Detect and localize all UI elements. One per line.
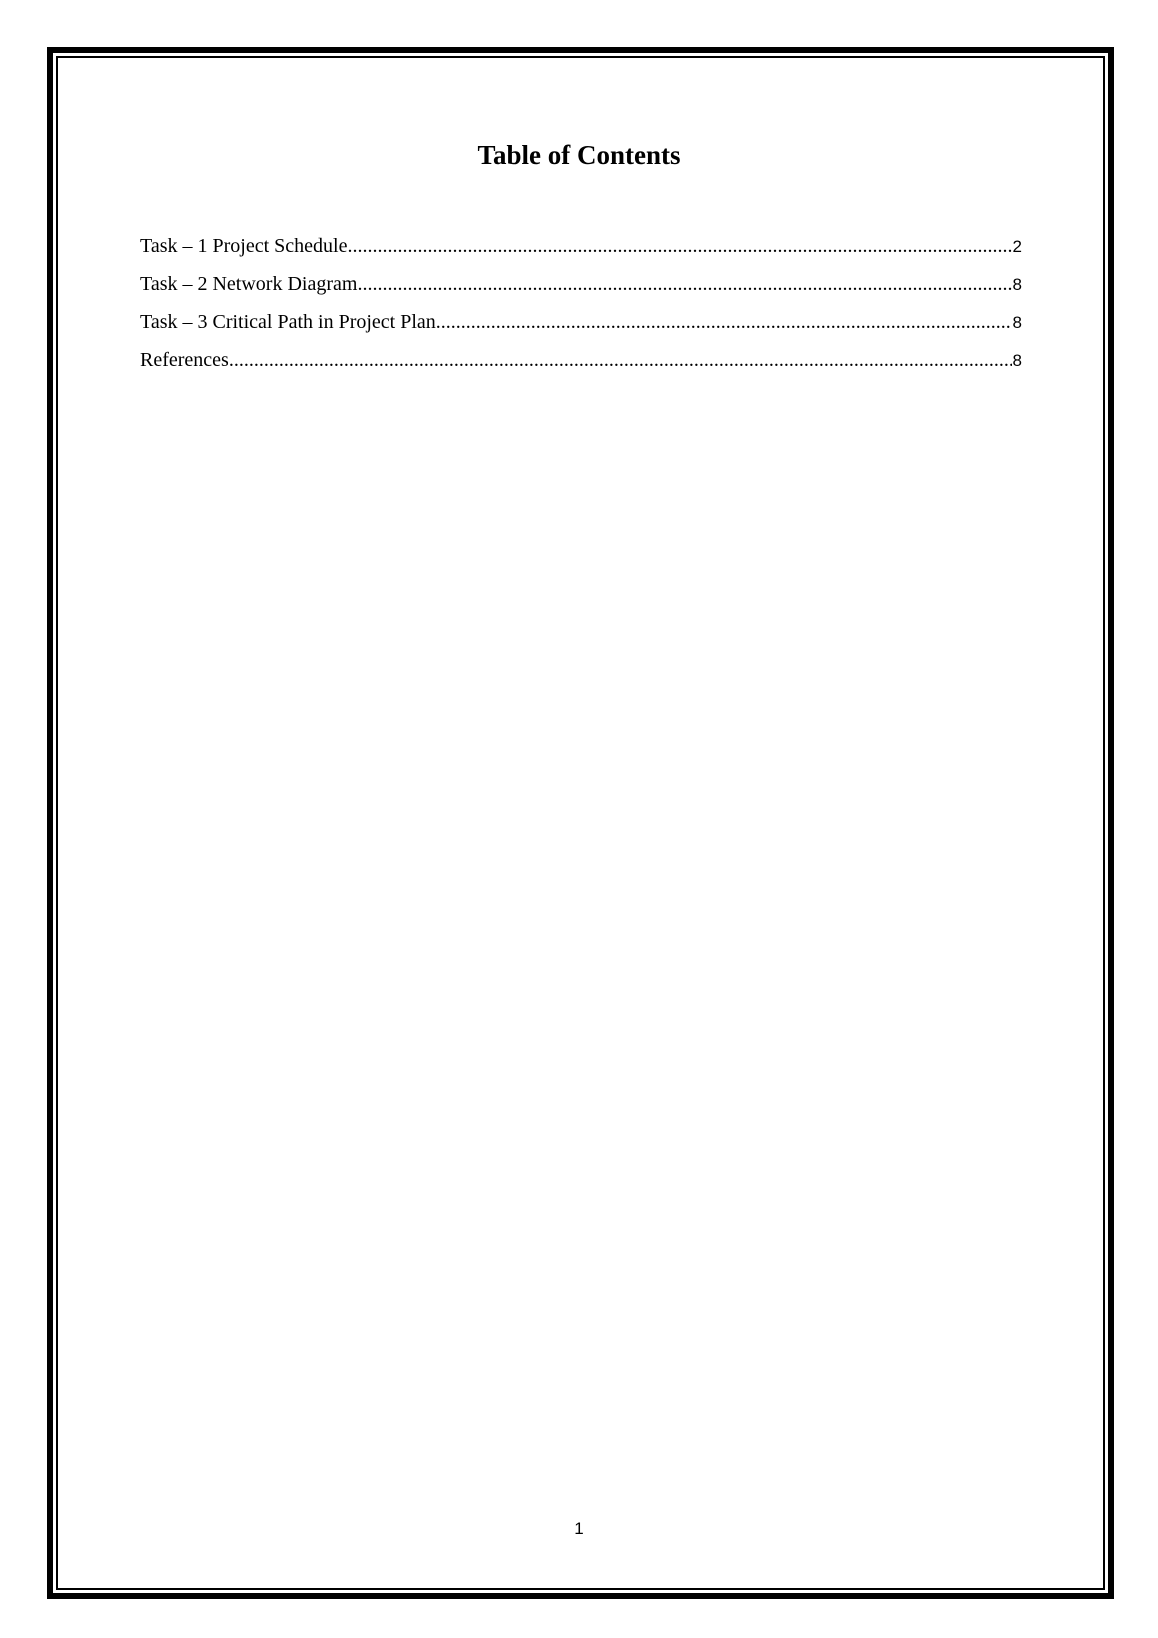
- toc-entry-task-1[interactable]: [140, 227, 1022, 265]
- toc-dot-leader: [357, 265, 1011, 303]
- toc-dot-leader: [229, 341, 1012, 379]
- toc-list: [140, 227, 1022, 379]
- toc-entry-text: Task – 1 Project Schedule: [140, 235, 348, 257]
- toc-entry-text: Task – 2 Network Diagram: [140, 273, 358, 295]
- toc-entry-page: 8: [1012, 275, 1022, 294]
- toc-entry-text: Task – 3 Critical Path in Project Plan: [140, 311, 436, 333]
- toc-entry-task-3[interactable]: [140, 303, 1022, 341]
- toc-dot-leader: [347, 227, 1011, 265]
- toc-entry-page: 8: [1012, 351, 1022, 370]
- toc-entry-text: References: [140, 349, 229, 371]
- toc-entry-page: 2: [1012, 237, 1022, 256]
- toc-dot-leader: [436, 303, 1012, 341]
- toc-entry-references[interactable]: [140, 341, 1022, 379]
- toc-entry-page: 8: [1012, 313, 1022, 332]
- toc-entry-task-2[interactable]: [140, 265, 1022, 303]
- toc-title: Table of Contents: [477, 140, 681, 170]
- page-number: 1: [574, 1519, 584, 1538]
